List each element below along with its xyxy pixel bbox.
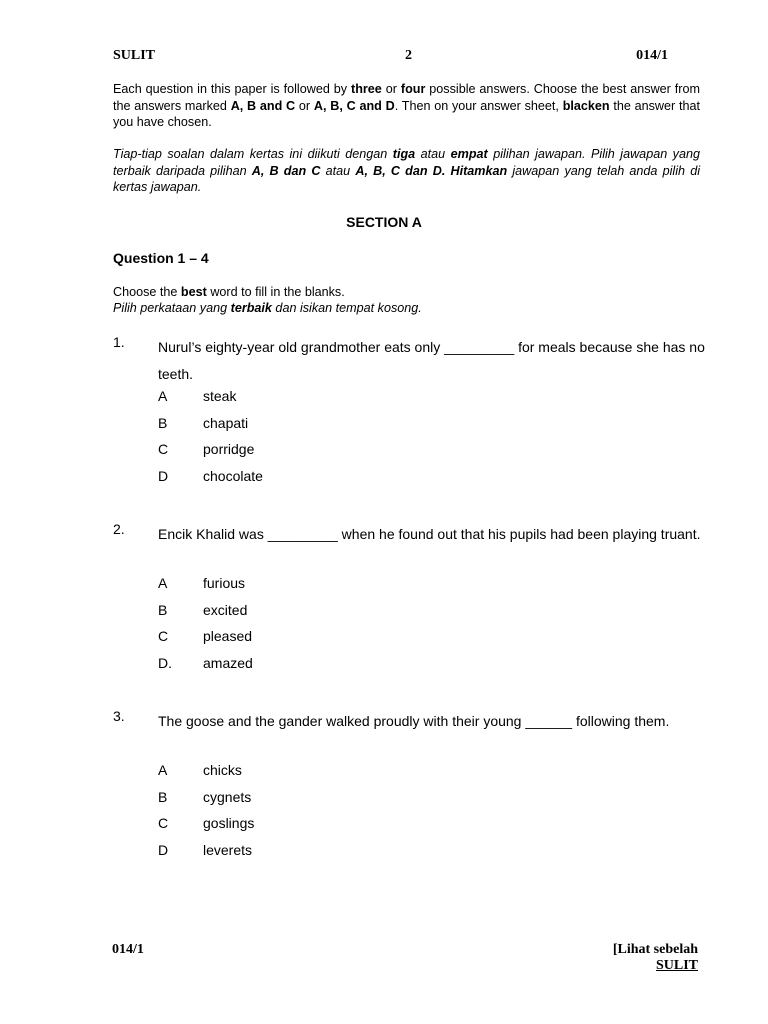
option-text: chocolate: [203, 468, 263, 485]
option-letter: A: [158, 762, 168, 778]
option-letter: D: [158, 842, 169, 859]
footer-paper-code: 014/1: [112, 942, 144, 957]
instructions-malay: Tiap-tiap soalan dalam kertas ini diikuti dengan tiga atau empat pilihan jawapan. Pilih jawapan yang terbaik daripada pilihan A, B dan C atau A, B, C dan D. Hitamkan jawapan yang telah anda pilih di kertas jawapan.: [113, 147, 700, 195]
option-letter: A: [158, 388, 168, 404]
option-text: chicks: [203, 762, 242, 778]
option-text: chapati: [203, 414, 249, 431]
question-number: 3.: [113, 708, 125, 724]
section-title: SECTION A: [346, 214, 422, 230]
question-stem: Encik Khalid was _________ when he found out that his pupils had been playing truant.: [158, 526, 701, 542]
question-stem: Nurul’s eighty-year old grandmother eats only _________ for meals because she has no teeth.: [158, 339, 705, 382]
option-text: pleased: [203, 628, 253, 645]
question-stem: The goose and the gander walked proudly with their young ______ following them.: [158, 713, 670, 729]
option-text: furious: [203, 575, 246, 591]
option-letter: C: [158, 815, 169, 832]
header-paper-code: 014/1: [636, 48, 668, 63]
option-text: amazed: [203, 655, 253, 672]
option-letter: B: [158, 601, 168, 618]
option-letter: C: [158, 628, 169, 645]
option-text: goslings: [203, 815, 255, 832]
page-number: 2: [405, 48, 412, 63]
option-letter: C: [158, 441, 169, 458]
option-letter: B: [158, 788, 168, 805]
option-text: cygnets: [203, 788, 252, 805]
option-text: porridge: [203, 441, 255, 458]
next-page-note: [Lihat sebelah: [612, 942, 698, 957]
option-text: steak: [203, 388, 237, 404]
instructions-english: Each question in this paper is followed by three or four possible answers. Choose the best answer from the answers marked A, B and C or A, B, C and D. Then on your answer sheet, blacken the answer that you have chosen.: [113, 82, 700, 130]
option-text: excited: [203, 601, 248, 618]
option-letter: B: [158, 414, 168, 431]
instruction-malay-line: Pilih perkataan yang terbaik dan isikan tempat kosong.: [113, 301, 422, 315]
question-number: 1.: [113, 334, 125, 350]
question-range-heading: Question 1 – 4: [113, 250, 209, 266]
page-header: [113, 48, 668, 66]
footer-classification: SULIT: [655, 958, 698, 973]
option-letter: A: [158, 575, 168, 591]
instruction-english-line: Choose the best word to fill in the blanks.: [113, 285, 345, 299]
footer-next-page: [613, 942, 698, 974]
question-number: 2.: [113, 521, 125, 537]
option-letter: D: [158, 468, 169, 485]
header-classification: SULIT: [113, 48, 156, 63]
option-letter: D.: [158, 655, 172, 672]
fill-blank-instructions: [113, 284, 422, 316]
option-text: leverets: [203, 842, 253, 859]
